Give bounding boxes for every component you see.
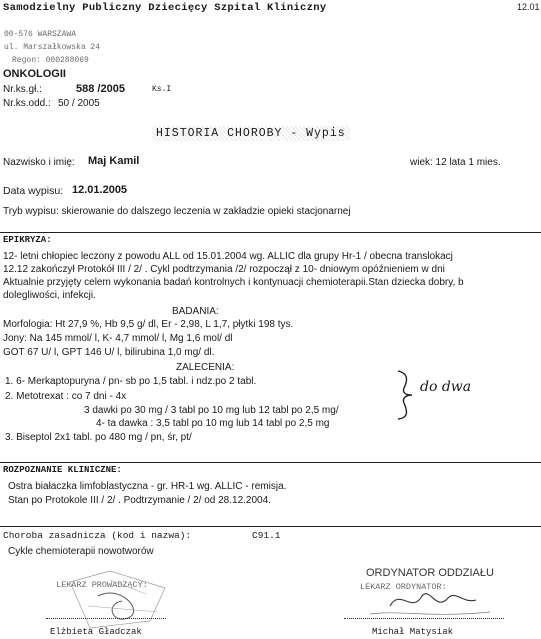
patient-name-label: Nazwisko i imię: xyxy=(3,157,75,168)
badania-line: Morfologia: Ht 27,9 %, Hb 9,5 g/ dl, Er - 2,98, L 1,7, płytki 198 tys. xyxy=(3,319,294,330)
diagnosis-line: Stan po Protokole III / 2/ . Podtrzymanie / 2/ od 28.12.2004. xyxy=(8,495,271,506)
discharge-date: 12.01.2005 xyxy=(72,184,128,196)
discharge-date-label: Data wypisu: xyxy=(3,185,64,197)
zalecenia-item: 3 dawki po 30 mg / 3 tabl po 10 mg lub 12 tabl po 2,5 mg/ xyxy=(84,405,339,416)
epikryza-line: 12.12 zakończył Protokół III / 2/ . Cykl podtrzymania /2/ rozpoczął z 10- dniowym opóźnieniem w dni xyxy=(3,264,445,275)
right-signature-name: Michał Matysiak xyxy=(372,627,454,637)
diagnosis-heading: ROZPOZNANIE KLINICZNE: xyxy=(3,465,122,475)
print-date: 12.01 xyxy=(517,2,540,12)
epikryza-line: Aktualnie przyjęty celem wykonania badań kontrolnych i kontynuacji chemioterapii.Stan dziecka dobry, b xyxy=(3,277,464,288)
badania-line: Jony: Na 145 mmol/ l, K- 4,7 mmol/ l, Mg 1,6 mol/ dl xyxy=(3,333,233,344)
badania-heading: BADANIA: xyxy=(172,306,219,317)
ksodd-label: Nr.ks.odd.: xyxy=(3,98,51,109)
zalecenia-item: 2. Metotrexat : co 7 dni - 4x xyxy=(5,391,127,402)
left-signature-label: LEKARZ PROWADZĄCY: xyxy=(56,580,148,590)
left-signature-line xyxy=(46,618,166,619)
divider-primary xyxy=(0,526,541,527)
divider-diagnosis xyxy=(0,462,541,463)
ksgl-label: Nr.ks.gł.: xyxy=(3,84,42,95)
hospital-name: Samodzielny Publiczny Dziecięcy Szpital Kliniczny xyxy=(3,2,327,14)
zalecenia-item: 3. Biseptol 2x1 tabl. po 480 mg / pn, śr, pt/ xyxy=(5,432,192,443)
left-stamp-scribble xyxy=(50,566,190,636)
right-signature-line xyxy=(344,618,504,619)
ksodd-value: 50 / 2005 xyxy=(58,98,100,109)
handwritten-brace xyxy=(392,368,422,422)
primary-treatment: Cykle chemioterapii nowotworów xyxy=(8,546,154,557)
zalecenia-heading: ZALECENIA: xyxy=(176,362,235,373)
department-name: ONKOLOGII xyxy=(3,68,66,80)
discharge-mode: Tryb wypisu: skierowanie do dalszego leczenia w zakładzie opieki stacjonarnej xyxy=(3,206,351,217)
patient-name: Maj Kamil xyxy=(88,155,140,167)
divider-epikryza xyxy=(0,232,541,233)
zalecenia-item: 1. 6- Merkaptopuryna / pn- sb po 1,5 tabl. i ndz.po 2 tabl. xyxy=(5,376,257,387)
primary-heading: Choroba zasadnicza (kod i nazwa): xyxy=(3,530,192,541)
zalecenia-item: 4- ta dawka : 3,5 tabl po 10 mg lub 14 tabl po 2,5 mg xyxy=(96,418,330,429)
patient-age: wiek: 12 lata 1 mies. xyxy=(410,157,501,168)
document-title: HISTORIA CHOROBY - Wypis xyxy=(152,126,350,141)
address-postal: 00-576 WARSZAWA xyxy=(4,30,77,39)
right-signature-label: LEKARZ ORDYNATOR: xyxy=(360,582,447,592)
epikryza-line: 12- letni chłopiec leczony z powodu ALL od 15.01.2004 wg. ALLIC dla grupy Hr-1 / obecna translokacj xyxy=(3,251,453,262)
ksgl-value: 588 /2005 xyxy=(76,83,125,95)
epikryza-heading: EPIKRYZA: xyxy=(3,235,52,245)
ksgl-suffix: Ks.I xyxy=(152,85,172,94)
regon-number: Regon: 000288069 xyxy=(12,56,89,65)
right-stamp: ORDYNATOR ODDZIAŁU xyxy=(366,567,494,579)
badania-line: GOT 67 U/ l, GPT 146 U/ l, bilirubina 1,0 mg/ dl. xyxy=(3,347,215,358)
handwritten-note: do dwa xyxy=(420,379,472,395)
epikryza-line: dolegliwości, infekcji. xyxy=(3,290,96,301)
diagnosis-line: Ostra białaczka limfoblastyczna - gr. HR-1 wg. ALLIC - remisja. xyxy=(8,481,287,492)
address-street: ul. Marszałkowska 24 xyxy=(4,43,101,52)
left-signature-name: Elżbieta Gładczak xyxy=(50,627,142,637)
primary-code: C91.1 xyxy=(252,530,281,541)
